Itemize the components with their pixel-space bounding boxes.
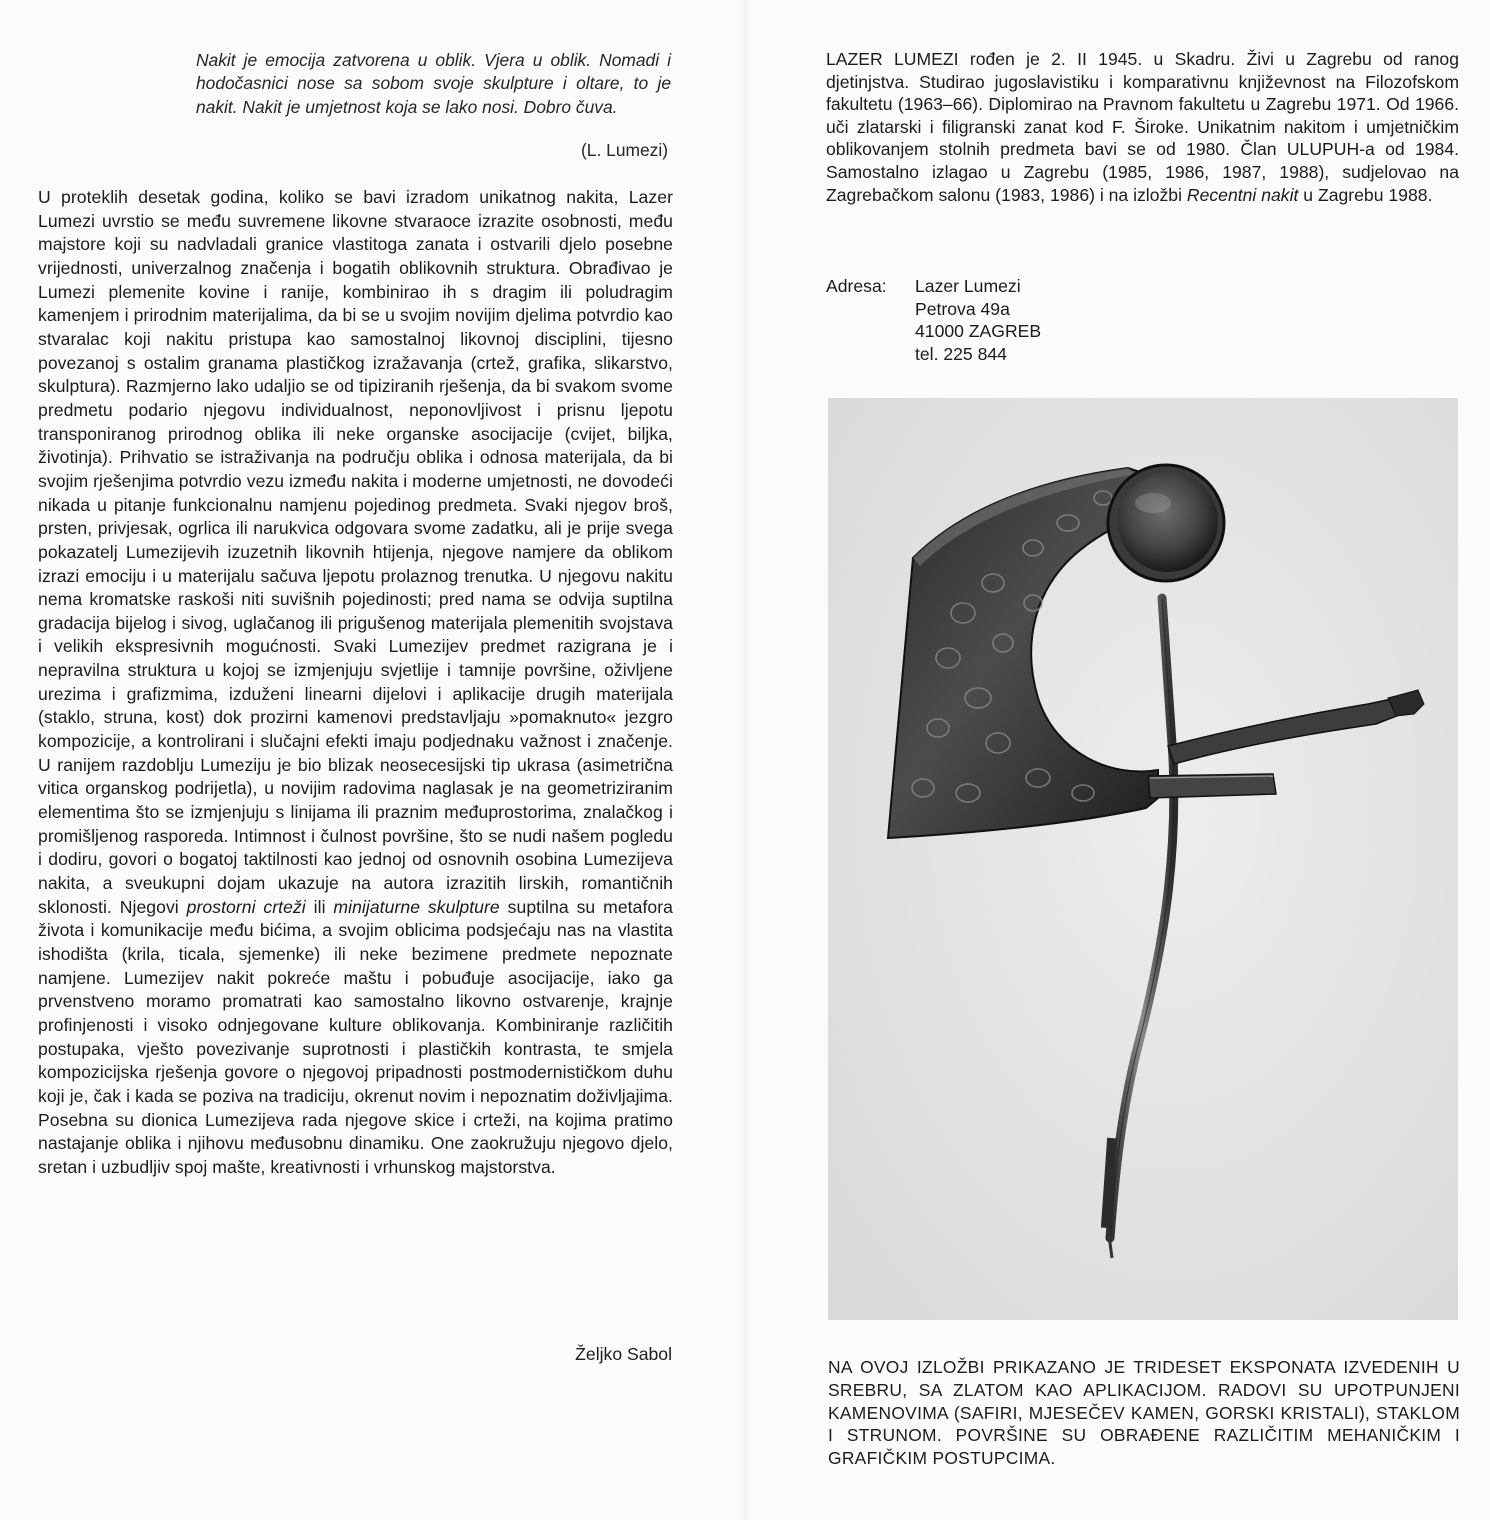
essay-text-part-2: ili — [305, 896, 334, 917]
jewelry-photograph — [828, 398, 1458, 1320]
essay-italic-prostorni-crtezi: prostorni crteži — [186, 896, 306, 917]
artist-address — [826, 275, 1226, 365]
address-name: Lazer Lumezi — [915, 276, 1021, 296]
exhibition-caption: NA OVOJ IZLOŽBI PRIKAZANO JE TRIDESET EKSPONATA IZVEDENIH U SREBRU, SA ZLATOM KAO APLIKACIJOM. RADOVI SU UPOTPUNJENI KAMENOVIMA (SAFIRI, MJESEČEV KAMEN, GORSKI KRISTALI), STAKLOM I STRUNOM. POVRŠINE SU OBRAĐENE RAZLIČITIM MEHANIČKIM I GRAFIČKIM POSTUPCIMA. — [828, 1357, 1460, 1469]
address-city: 41000 ZAGREB — [915, 321, 1042, 342]
essay-italic-minijaturne-skulpture: minijaturne skulpture — [333, 896, 500, 917]
gem-stone — [1118, 472, 1218, 572]
artist-biography — [826, 48, 1459, 206]
essay-text — [38, 186, 673, 1180]
address-lines — [915, 275, 1041, 365]
address-street: Petrova 49a — [915, 298, 1010, 319]
motto-quote: Nakit je emocija zatvorena u oblik. Vjera u oblik. Nomadi i hodočasnici nose sa sobom svoje skulpture i oltare, to je nakit. Nakit je umjetnost koja se lako nosi. Dobro čuva. — [196, 50, 671, 117]
address-phone: tel. 225 844 — [915, 343, 1007, 364]
bio-italic-exhibition-title: Recentni nakit — [1186, 184, 1299, 205]
right-page — [745, 0, 1490, 1520]
essay-text-part-1: U proteklih desetak godina, koliko se bavi izradom unikatnog nakita, Lazer Lumezi uvrstio se među suvremene likovne stvaraoce izrazite osobnosti, među majstore koji su nadvladali granice vlastitoga zanata i ostvarili djelo posebne vrijednosti, univerzalnog značenja i bogatih oblikovnih struktura. Obrađivao je Lumezi plemenite kovine i ranije, kombinirao ih s dragim ili poludragim kamenjem i prirodnim materijalima, da bi se u svojim novijim djelima potvrdio kao stvaralac koji nakitu pristupa kao samostalnoj likovnoj disciplini, tijesno povezanoj s ostalim granama plastičkog izražavanja (crtež, grafika, slikarstvo, skulptura). Razmjerno lako udaljio se od tipiziranih rješenja, da bi svakom svome predmetu podario njegovu individualnost, neponovljivost i prisnu ljepotu transponiranog prirodnog oblika ili neke organske asocijacije (cvijet, biljka, životinja). Prihvatio se istraživanja na području oblika i odnosa materijala, da bi svojim rješenjima potvrdio vezu između nakita i moderne umjetnosti, ne dovodeći nikada u pitanje funkcionalnu namjenu pojedinog predmeta. Svaki njegov broš, prsten, privjesak, ogrlica ili narukvica odgovara svome zadatku, ali je prije svega pokazatelj Lumezijevih izuzetnih likovnih htijenja, njegove namjere da oblikom izrazi emociju i u materijalu sačuva ljepotu prolaznog trenutka. U njegovu nakitu nema kromatske raskoši niti suvišnih pojedinosti; pred nama se odvija suptilna gradacija bijelog i sivog, uglačanog ili prigušenog materijala plemenitih svojstava i velikih ekspresivnih mogućnosti. Svaki Lumezijev predmet razigrana je i nepravilna struktura u kojoj se izmjenjuju svjetlije i tamnije površine, oživljene urezima i grafizmima, izduženi linearni dijelovi i aplikacije drugih materijala (staklo, struna, kost) dok prozirni kamenovi predstavljaju »pomaknuto« jezgro kompozicije, a kontrolirani i slučajni efekti imaju podjednaku važnost i značenje. U ranijem razdoblju Lumeziju je bio blizak neosecesijski tip ukrasa (asimetrična vitica organskog podrijetla), u novijim radovima naglasak je na geometriziranim elementima što se izmjenjuju s linijama ili praznim međuprostorima, znalačkog i promišljenog rasporeda. Intimnost i čulnost površine, što se nudi našem pogledu i dodiru, govori o bogatoj taktilnosti kao jednoj od osnovnih osobina Lumezijeva nakita, a sveukupni dojam ukazuje na autora izrazitih lirskih, romantičnih sklonosti. Njegovi — [38, 187, 673, 917]
bio-text-part-1: LAZER LUMEZI rođen je 2. II 1945. u Skadru. Živi u Zagrebu od ranog djetinjstva. Studirao jugoslavistiku i komparativnu književnost na Filozofskom fakultetu (1963–66). Diplomirao na Pravnom fakultetu u Zagrebu 1971. Od 1966. uči zlatarski i filigranski zanat kod F. Široke. Unikatnim nakitom i umjetničkim oblikovanjem stolnih predmeta bavi se od 1980. Član ULUPUH-a od 1984. Samostalno izlagao u Zagrebu (1985, 1986, 1987, 1988), sudjelovao na Zagrebačkom salonu (1983, 1986) i na izložbi — [826, 49, 1459, 205]
bio-text-part-2: u Zagrebu 1988. — [1298, 184, 1433, 205]
essay-text-part-3: suptilna su metafora života i komunikacije među bićima, a svojim oblicima podsjećaju nas na vlastita ishodišta (krila, ticala, sjemenke) ili neke bezimene predmete nepoznate namjene. Lumezijev nakit pokreće maštu i pobuđuje asocijacije, iako ga prvenstveno moramo promatrati kao samostalno likovno ostvarenje, krajnje profinjenosti i visoko odnjegovane kulture oblikovanja. Kombiniranje različitih postupaka, vješto povezivanje suprotnosti i plastičkih kontrasta, te smjela kompozicijska rješenja govore o njegovoj pripadnosti postmodernističkom duhu koji je, čak i kada se poziva na tradiciju, okrenut novim i nepoznatim doživljajima. Posebna su dionica Lumezijeva rada njegove skice i crteži, na kojima pratimo nastajanje oblika i njihovu međusobnu dinamiku. One zaokružuju njegovo djelo, sretan i uzbudljiv spoj mašte, kreativnosti i vrhunskog majstorstva. — [38, 896, 673, 1177]
address-label: Adresa: — [826, 276, 887, 296]
stone-highlight — [1135, 493, 1171, 513]
motto-author: (L. Lumezi) — [581, 140, 668, 160]
brooch-image — [828, 398, 1458, 1320]
essay-author: Željko Sabol — [575, 1344, 672, 1364]
